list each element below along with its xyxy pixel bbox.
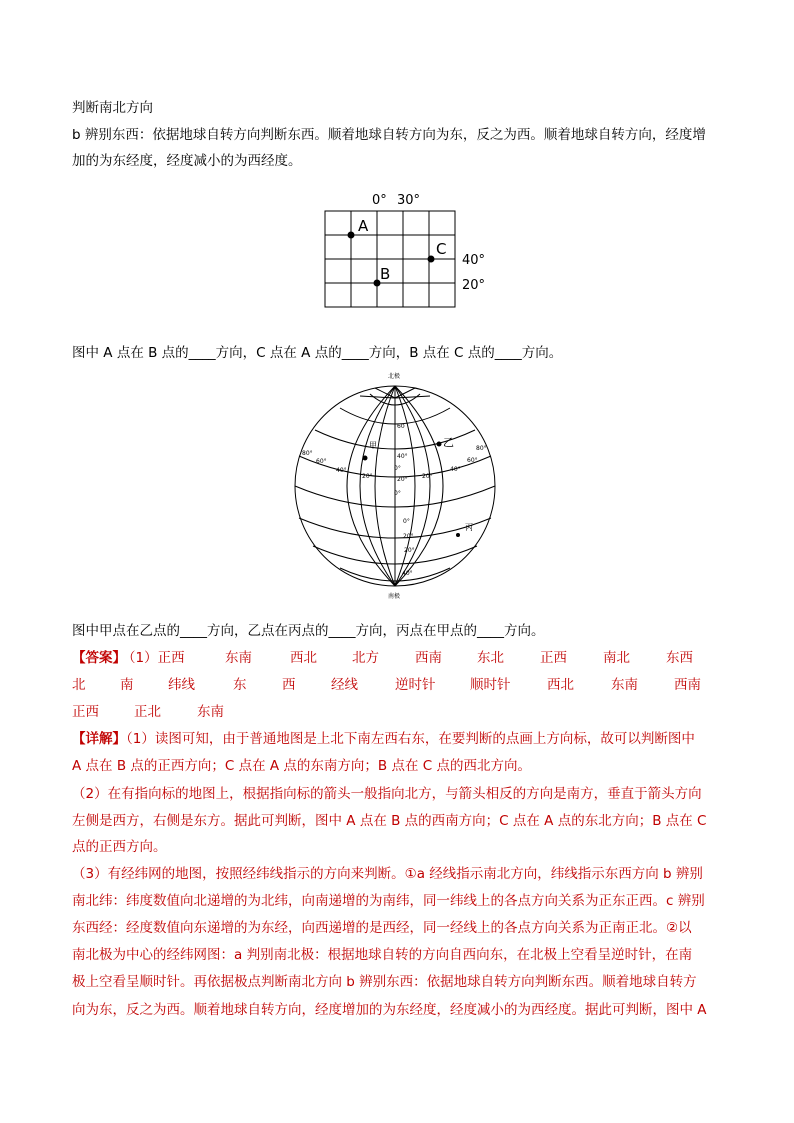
globe-degree-labels: [302, 423, 487, 577]
answer-item: 逆时针: [395, 677, 436, 693]
deg-label: 40°: [450, 466, 461, 473]
grid-lines: [325, 211, 455, 307]
point-c-dot: [428, 256, 435, 263]
point-a-dot: [348, 232, 355, 239]
explain-line-11: 向为东，反之为西。顺着地球自转方向，经度增加的为东经度，经度减小的为西经度。据此可判断，图中 A: [72, 1002, 707, 1018]
answer-item: 南北: [603, 650, 630, 666]
explain-line-2: A 点在 B 点的正西方向；C 点在 A 点的东南方向；B 点在 C 点的西北方向。: [72, 758, 531, 774]
grid-figure-svg: [300, 186, 490, 308]
answer-item: 正西: [540, 650, 567, 666]
intro-line-2: b 辨别东西：依据地球自转方向判断东西。顺着地球自转方向为东，反之为西。顺着地球自转方向，经度增: [72, 127, 706, 143]
lat-label-40: 40°: [462, 253, 486, 268]
globe-figure: [285, 368, 505, 604]
south-pole-label: 南极: [388, 593, 401, 600]
answer-item: 顺时针: [470, 677, 511, 693]
deg-label: 60°: [467, 457, 478, 464]
north-pole-label: 北极: [388, 373, 401, 380]
deg-label: 0°: [394, 465, 401, 472]
answer-item: 正北: [134, 704, 161, 720]
explain-line-4: 左侧是西方，右侧是东方。据此可判断，图中 A 点在 B 点的西南方向；C 点在 A 点的东北方向；B 点在 C: [72, 813, 707, 829]
deg-label: 20°: [403, 533, 414, 540]
answer-item: 东北: [477, 650, 504, 666]
answer-item: 东南: [611, 677, 638, 693]
deg-label: 20°: [422, 473, 433, 480]
question-2: 图中甲点在乙点的____方向，乙点在丙点的____方向，丙点在甲点的____方向。: [72, 623, 545, 639]
explain-line-6: （3）有经纬网的地图，按照经纬线指示的方向来判断。①a 经线指示南北方向，纬线指示东西方向 b 辨别: [72, 866, 703, 882]
explain-line-7: 南北纬：纬度数值向北递增的为北纬，向南递增的为南纬，同一纬线上的各点方向关系为正东正西。c 辨别: [72, 893, 705, 909]
deg-label: 0°: [394, 490, 401, 497]
explain-text: （1）读图可知，由于普通地图是上北下南左西右东，在要判断的点画上方向标，故可以判断图中: [126, 731, 695, 747]
answer-item: 南: [120, 677, 134, 693]
answer-item: （1）正西: [122, 650, 185, 666]
point-b-label: B: [380, 265, 391, 283]
point-bing-dot: [456, 533, 460, 537]
point-c-label: C: [436, 240, 447, 258]
explain-line-1: [72, 727, 695, 747]
explain-line-9: 南北极为中心的经纬网图：a 判别南北极：根据地球自转的方向自西向东，在北极上空看呈逆时针，在南: [72, 947, 693, 963]
explain-line-10: 极上空看呈顺时针。再依据极点判断南北方向 b 辨别东西：依据地球自转方向判断东西。顺着地球自转方: [72, 974, 697, 990]
point-yi-label: 乙: [443, 436, 454, 449]
globe-lines: [295, 386, 495, 586]
answer-item: 纬线: [168, 677, 195, 693]
answer-item: 西: [282, 677, 296, 693]
point-bing-label: 丙: [465, 523, 473, 532]
deg-label: 20°: [404, 547, 415, 554]
deg-label: 40°: [336, 467, 347, 474]
deg-label: 20°: [362, 473, 373, 480]
lon-label-0: 0°: [372, 193, 387, 208]
answer-item: 北: [72, 677, 86, 693]
deg-label: 80°: [302, 450, 313, 457]
explain-line-8: 东西经：经度数值向东递增的为东经，向西递增的是西经，同一经线上的各点方向关系为正南正北。②以: [72, 920, 692, 936]
point-jia-dot: [363, 456, 368, 461]
point-jia-label: 甲: [369, 441, 377, 450]
answer-item: 东南: [197, 704, 224, 720]
intro-line-1: 判断南北方向: [72, 100, 153, 116]
answer-item: 西北: [290, 650, 317, 666]
answer-item: 东南: [225, 650, 252, 666]
answer-item: 东西: [666, 650, 693, 666]
deg-label: 20°: [397, 476, 408, 483]
explain-line-5: 点的正西方向。: [72, 839, 167, 855]
answer-item: 经线: [331, 677, 358, 693]
grid-figure: [300, 186, 490, 312]
answer-tag: 【答案】: [72, 650, 126, 666]
deg-label: 40°: [402, 570, 413, 577]
answer-item: 东: [233, 677, 247, 693]
deg-label: 60°: [316, 458, 327, 465]
deg-label: 60: [397, 423, 405, 430]
answer-item: 西南: [674, 677, 701, 693]
globe-figure-svg: [285, 368, 505, 600]
point-a-label: A: [358, 217, 369, 235]
intro-line-3: 加的为东经度，经度减小的为西经度。: [72, 153, 302, 169]
point-yi-dot: [437, 442, 442, 447]
deg-label: 0°: [403, 518, 410, 525]
answer-item: 北方: [352, 650, 379, 666]
explain-tag: 【详解】: [72, 731, 126, 747]
lon-label-30: 30°: [397, 193, 421, 208]
answer-item: 正西: [72, 704, 99, 720]
lat-label-20: 20°: [462, 278, 486, 293]
explain-line-3: （2）在有指向标的地图上，根据指向标的箭头一般指向北方，与箭头相反的方向是南方，垂直于箭头方向: [72, 786, 702, 802]
question-1: 图中 A 点在 B 点的____方向，C 点在 A 点的____方向，B 点在 C 点的____方向。: [72, 345, 563, 361]
answer-item: 西北: [547, 677, 574, 693]
deg-label: 80°: [476, 445, 487, 452]
deg-label: 40°: [397, 453, 408, 460]
answer-item: 西南: [415, 650, 442, 666]
